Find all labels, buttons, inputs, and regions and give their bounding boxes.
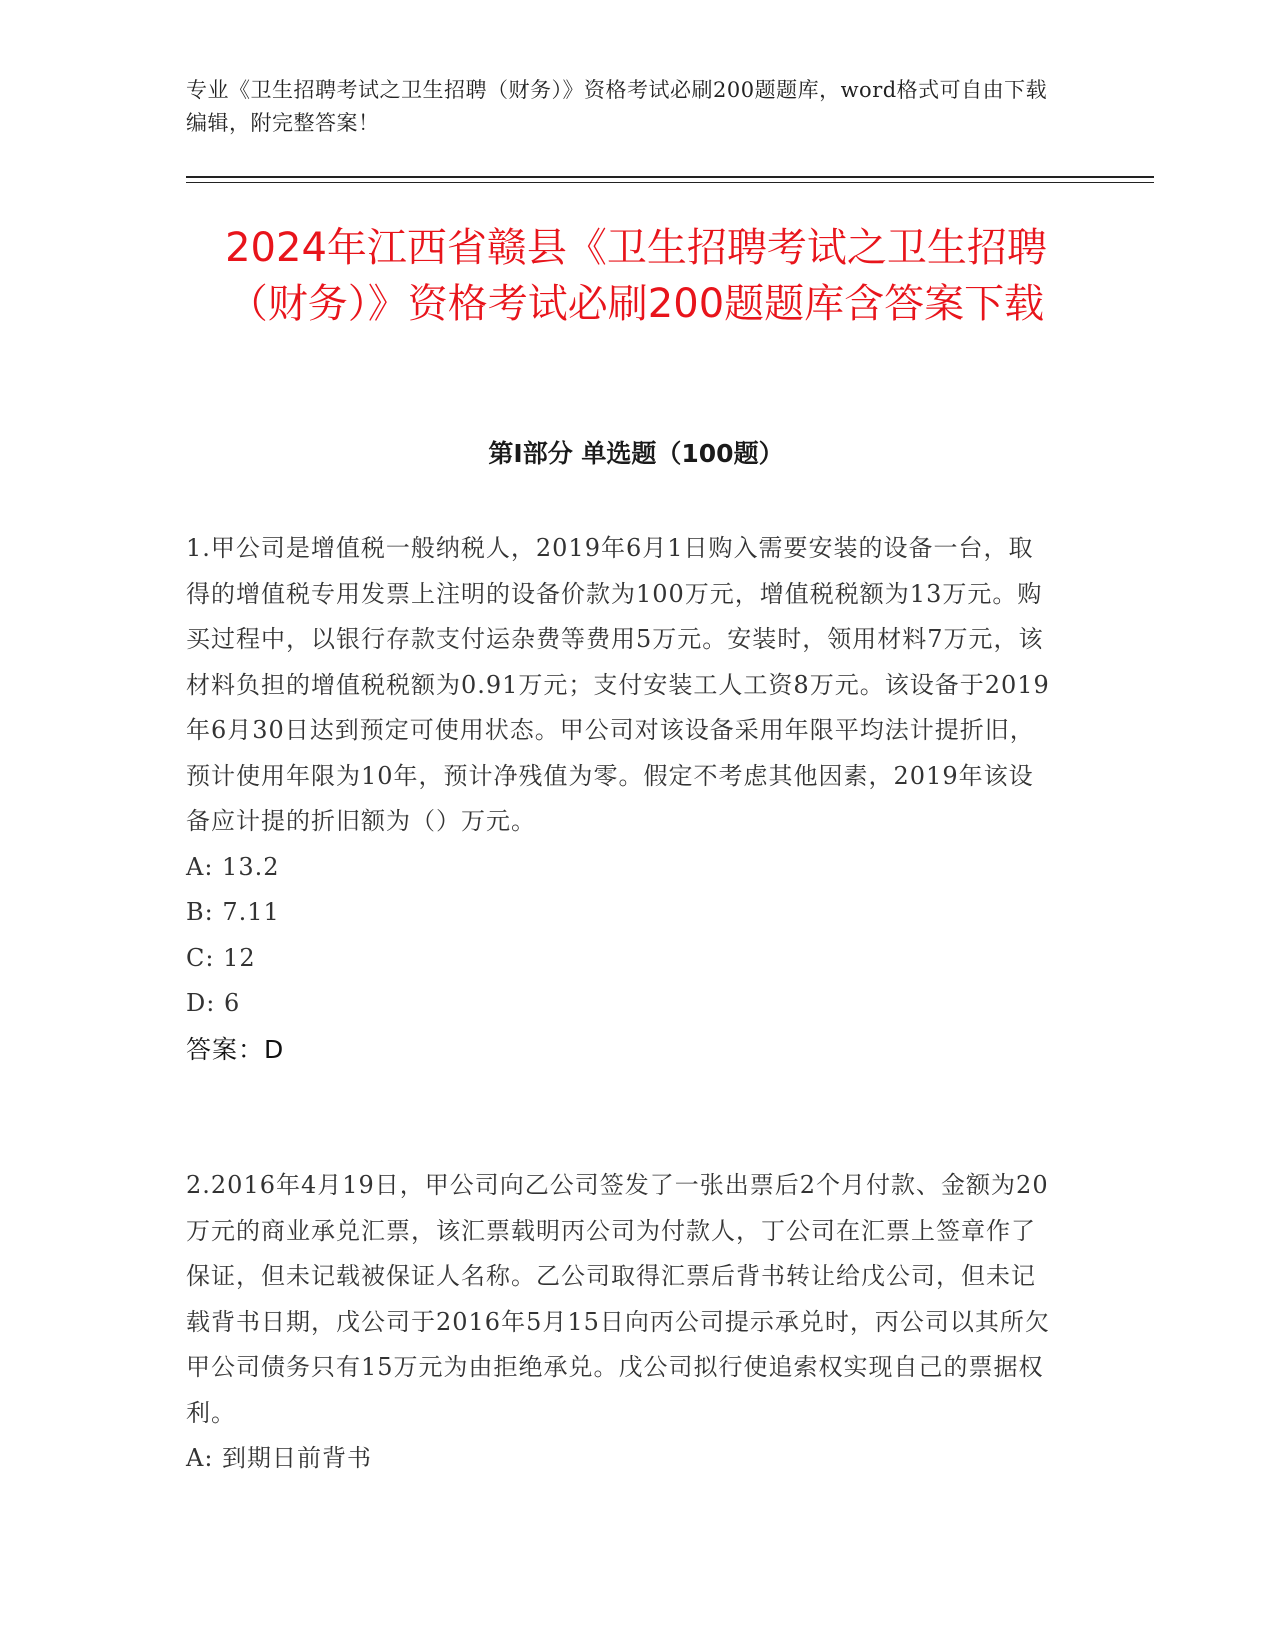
question-text: 1.甲公司是增值税一般纳税人，2019年6月1日购入需要安装的设备一台，取得的增值税专用发票上注明的设备价款为100万元，增值税税额为13万元。购买过程中，以银行存款支付运杂费等费用5万元。安装时，领用材料7万元，该材料负担的增值税税额为0.91万元；支付安装工人工资8万元。该设备于2019年6月30日达到预定可使用状态。甲公司对该设备采用年限平均法计提折旧，预计使用年限为10年，预计净残值为零。假定不考虑其他因素，2019年该设备应计提的折旧额为（）万元。 xyxy=(186,534,1050,835)
question-2 xyxy=(186,1163,1056,1482)
header-divider-thick xyxy=(186,176,1154,178)
header-note: 专业《卫生招聘考试之卫生招聘（财务）》资格考试必刷200题题库，word格式可自由下载编辑，附完整答案！ xyxy=(186,78,1048,135)
question-text: 2.2016年4月19日，甲公司向乙公司签发了一张出票后2个月付款、金额为20万元的商业承兑汇票，该汇票载明丙公司为付款人，丁公司在汇票上签章作了保证，但未记载被保证人名称。乙公司取得汇票后背书转让给戊公司，但未记载背书日期，戊公司于2016年5月15日向丙公司提示承兑时，丙公司以其所欠甲公司债务只有15万元为由拒绝承兑。戊公司拟行使追索权实现自己的票据权利。 xyxy=(186,1171,1050,1427)
option-b: B: 7.11 xyxy=(186,898,280,926)
header-divider-thin xyxy=(186,182,1154,183)
question-1 xyxy=(186,526,1056,1073)
answer-label: 答案：D xyxy=(186,1034,285,1064)
option-d: D: 6 xyxy=(186,989,241,1017)
option-c: C: 12 xyxy=(186,943,256,972)
option-a: A: 到期日前背书 xyxy=(186,1444,373,1472)
section-title: 第I部分 单选题（100题） xyxy=(488,439,784,468)
document-title: 2024年江西省赣县《卫生招聘考试之卫生招聘（财务）》资格考试必刷200题题库含答案下载 xyxy=(225,225,1047,327)
option-a: A: 13.2 xyxy=(186,852,280,881)
